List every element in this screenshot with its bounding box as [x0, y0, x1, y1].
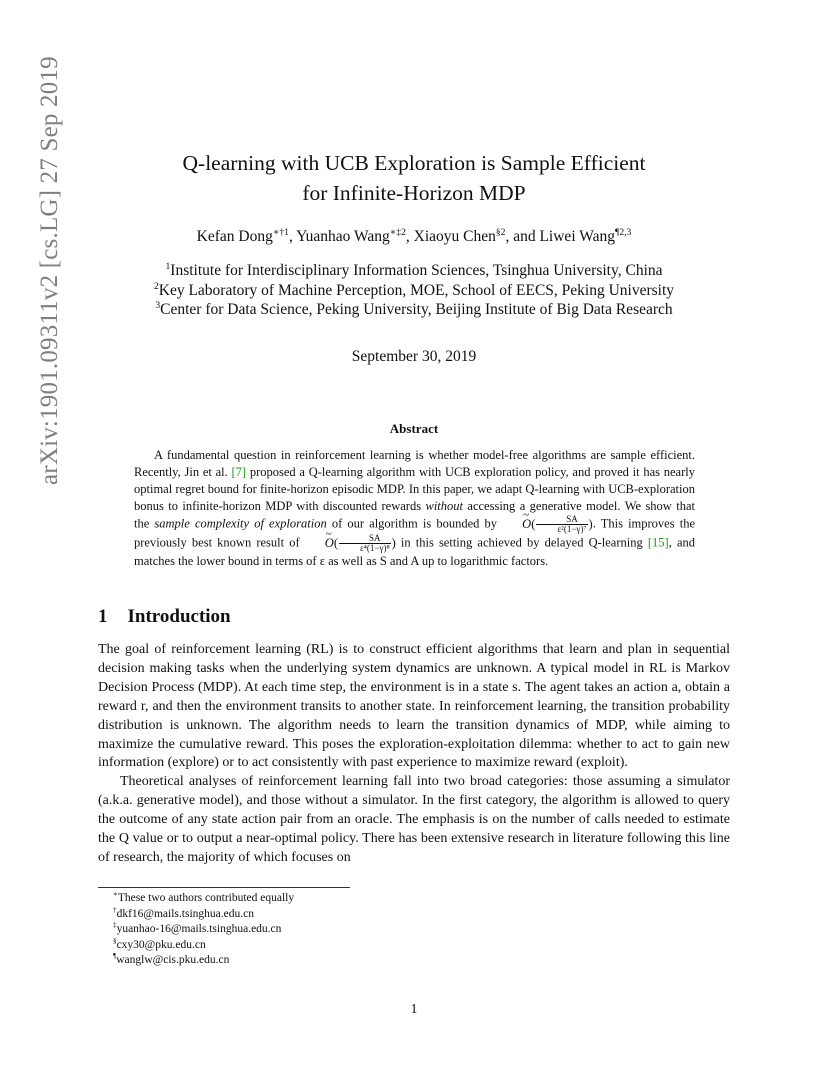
affiliation: [0, 300, 828, 320]
footnote-mark: ∗: [113, 890, 118, 899]
emphasis: without: [425, 499, 463, 514]
affiliation-text: Key Laboratory of Machine Perception, MOE, School of EECS, Peking University: [158, 281, 675, 299]
footnote-email: yuanhao-16@mails.tsinghua.edu.cn: [116, 923, 282, 936]
abstract-heading: Abstract: [389, 421, 439, 436]
footnote: [113, 953, 294, 969]
author-mark: ¶2,3: [615, 226, 632, 238]
author-separator: ,: [288, 228, 297, 245]
fraction-denominator: ε⁴(1−γ)⁸: [359, 543, 390, 554]
citation-link[interactable]: [15]: [647, 535, 669, 550]
affiliation-number: 2: [153, 280, 159, 292]
paper-title-line-1: Q-learning with UCB Exploration is Sample Efficient: [182, 151, 646, 175]
paper-title-line-2: for Infinite-Horizon MDP: [302, 181, 526, 205]
affiliation-number: 1: [165, 260, 171, 272]
affiliation: [0, 261, 828, 281]
fraction-numerator: SA: [339, 534, 391, 544]
fraction-numerator: SA: [536, 515, 587, 525]
math-bound-new: ~ O( $\frac{SA}{\text{ε²(1−γ)⁷}}$ ): [502, 517, 593, 531]
fraction-denominator: ε²(1−γ)⁷: [557, 524, 587, 535]
footnote: [113, 891, 294, 907]
affiliation: [0, 281, 828, 301]
paragraph: Theoretical analyses of reinforcement learning fall into two broad categories: those assuming a simulator (a.k.a. generative model), and those without a simulator. In the first category, the algorithm is allowed to query the outcome of any state action pair from an oracle. The emphasis is on the number of calls needed to estimate the Q value or to output a near-optimal policy. There has been extensive research in literature following this line of research, the majority of which focuses on: [98, 774, 730, 865]
affiliation-text: Center for Data Science, Peking University, Beijing Institute of Big Data Research: [160, 301, 673, 318]
author-name: Kefan Dong: [196, 228, 273, 245]
footnote-mark: †: [113, 905, 117, 914]
body-text: [98, 641, 730, 868]
author-name: Liwei Wang: [539, 228, 615, 245]
abstract-text: proposed a Q-learning algorithm with UCB exploration policy, and proved it has nearly optimal regret bound for finite-horizon episodic MDP. In this paper, we adapt Q-learning with UCB-exploration bonus to infinite-horizon MDP with discounted rewards: [134, 465, 695, 514]
author-separator: ,: [405, 228, 414, 245]
section-heading: [98, 606, 231, 628]
publication-date: September 30, 2019: [351, 348, 477, 365]
footnote-email: dkf16@mails.tsinghua.edu.cn: [116, 907, 254, 920]
abstract-text: in this setting achieved by delayed Q-learning: [395, 535, 648, 550]
affiliation-text: Institute for Interdisciplinary Information Sciences, Tsinghua University, China: [170, 262, 663, 279]
abstract-text: accessing a generative model. We show that the: [134, 499, 695, 531]
page-number: 1: [410, 1002, 418, 1017]
author-separator: , and: [505, 228, 540, 245]
footnote: [113, 922, 294, 938]
footnote: [113, 938, 294, 954]
author-list: [0, 228, 828, 246]
footnote-rule: [98, 887, 350, 888]
section-number: 1: [98, 606, 108, 627]
abstract-text: A fundamental question in reinforcement learning is whether model-free algorithms are sample efficient. Recently, Jin et al.: [134, 448, 695, 480]
section-title: Introduction: [127, 606, 231, 627]
footnote-mark: ¶: [113, 952, 117, 961]
author-mark: ∗†1: [272, 226, 289, 238]
citation-link[interactable]: [7]: [231, 465, 247, 480]
affiliations: [0, 261, 828, 320]
math-bound-old: ~ O( $\frac{SA}{\text{ε⁴(1−γ)⁸}}$ ): [305, 536, 396, 550]
footnote-mark: §: [113, 936, 117, 945]
abstract-text: . This improves the previously best known result of: [134, 516, 695, 550]
paragraph: The goal of reinforcement learning (RL) is to construct efficient algorithms that learn and plan in sequential decision making tasks when the underlying system dynamics are unknown. A typical model in RL is Markov Decision Process (MDP). At each time step, the environment is in a state s. The agent takes an action a, obtain a reward r, and then the environment transits to another state. In reinforcement learning, the transition probability distribution is unknown. The algorithm needs to learn the transition dynamics of MDP, while aiming to maximize the cumulative reward. This poses the exploration-exploitation dilemma: whether to act to gain new information (explore) or to act consistently with past experience to maximize reward (exploit).: [98, 642, 730, 771]
emphasis: sample complexity of exploration: [154, 516, 327, 531]
footnote: [113, 907, 294, 923]
author-mark: ∗‡2: [389, 226, 406, 238]
author-name: Xiaoyu Chen: [413, 228, 496, 245]
footnote-text: These two authors contributed equally: [117, 892, 295, 904]
author-mark: §2: [495, 226, 506, 238]
abstract-body: [134, 447, 695, 570]
footnote-email: cxy30@pku.edu.cn: [116, 938, 206, 951]
abstract-text: of our algorithm is bounded by: [326, 516, 503, 531]
abstract-text: , and matches the lower bound in terms of ε as well as S and A up to logarithmic factors.: [134, 535, 695, 569]
footnote-mark: ‡: [113, 921, 117, 930]
affiliation-number: 3: [155, 299, 161, 311]
footnote-email: wanglw@cis.pku.edu.cn: [116, 954, 230, 967]
arxiv-identifier: arXiv:1901.09311v2 [cs.LG] 27 Sep 2019: [36, 56, 63, 485]
author-name: Yuanhao Wang: [296, 228, 390, 245]
footnotes: [113, 891, 294, 969]
